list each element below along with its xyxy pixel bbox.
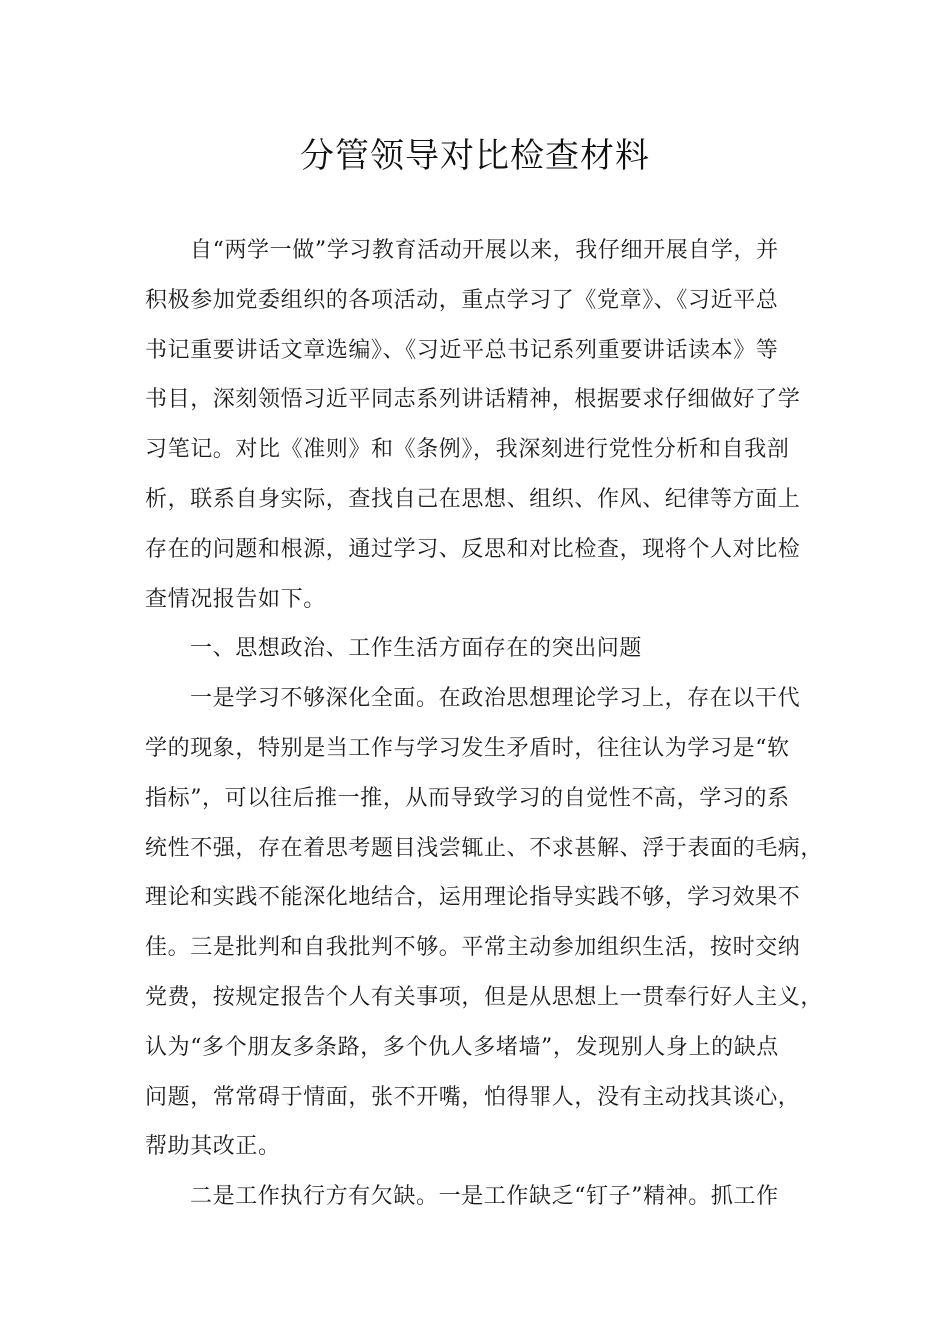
paragraph-line: 指标”，可以往后推一推，从而导致学习的自觉性不高，学习的系 (145, 786, 790, 811)
paragraph-line: 问题，常常碍于情面，张不开嘴，怕得罪人，没有主动找其谈心， (145, 1085, 801, 1110)
paragraph-line: 认为“多个朋友多条路，多个仇人多堵墙”，发现别人身上的缺点 (145, 1035, 779, 1060)
section-heading: 一、思想政治、工作生活方面存在的突出问题 (190, 636, 643, 661)
paragraph-line: 存在的问题和根源，通过学习、反思和对比检查，现将个人对比检 (145, 537, 801, 562)
paragraph-line: 自“两学一做”学习教育活动开展以来，我仔细开展自学，并 (190, 238, 779, 263)
paragraph-line: 理论和实践不能深化地结合，运用理论指导实践不够，学习效果不 (145, 885, 801, 910)
paragraph-line: 书记重要讲话文章选编》、《习近平总书记系列重要讲话读本》等 (145, 338, 779, 363)
paragraph-line: 佳。三是批判和自我批判不够。平常主动参加组织生活，按时交纳 (145, 935, 801, 960)
paragraph-line: 书目，深刻领悟习近平同志系列讲话精神，根据要求仔细做好了学 (145, 387, 801, 412)
paragraph-line: 统性不强，存在着思考题目浅尝辄止、不求甚解、浮于表面的毛病， (145, 836, 824, 861)
paragraph-line: 帮助其改正。 (145, 1134, 281, 1159)
paragraph-line: 查情况报告如下。 (145, 587, 326, 612)
paragraph-line: 习笔记。对比《准则》和《条例》，我深刻进行党性分析和自我剖 (145, 437, 790, 462)
paragraph-line: 学的现象，特别是当工作与学习发生矛盾时，往往认为学习是“软 (145, 736, 790, 761)
document-title: 分管领导对比检查材料 (300, 136, 650, 176)
paragraph-line: 二是工作执行方有欠缺。一是工作缺乏“钉子”精神。抓工作 (190, 1184, 779, 1209)
paragraph-line: 党费，按规定报告个人有关事项，但是从思想上一贯奉行好人主义， (145, 985, 824, 1010)
paragraph-line: 一是学习不够深化全面。在政治思想理论学习上，存在以干代 (190, 686, 801, 711)
paragraph-line: 析，联系自身实际，查找自己在思想、组织、作风、纪律等方面上 (145, 487, 801, 512)
paragraph-line: 积极参加党委组织的各项活动，重点学习了《党章》、《习近平总 (145, 288, 779, 313)
